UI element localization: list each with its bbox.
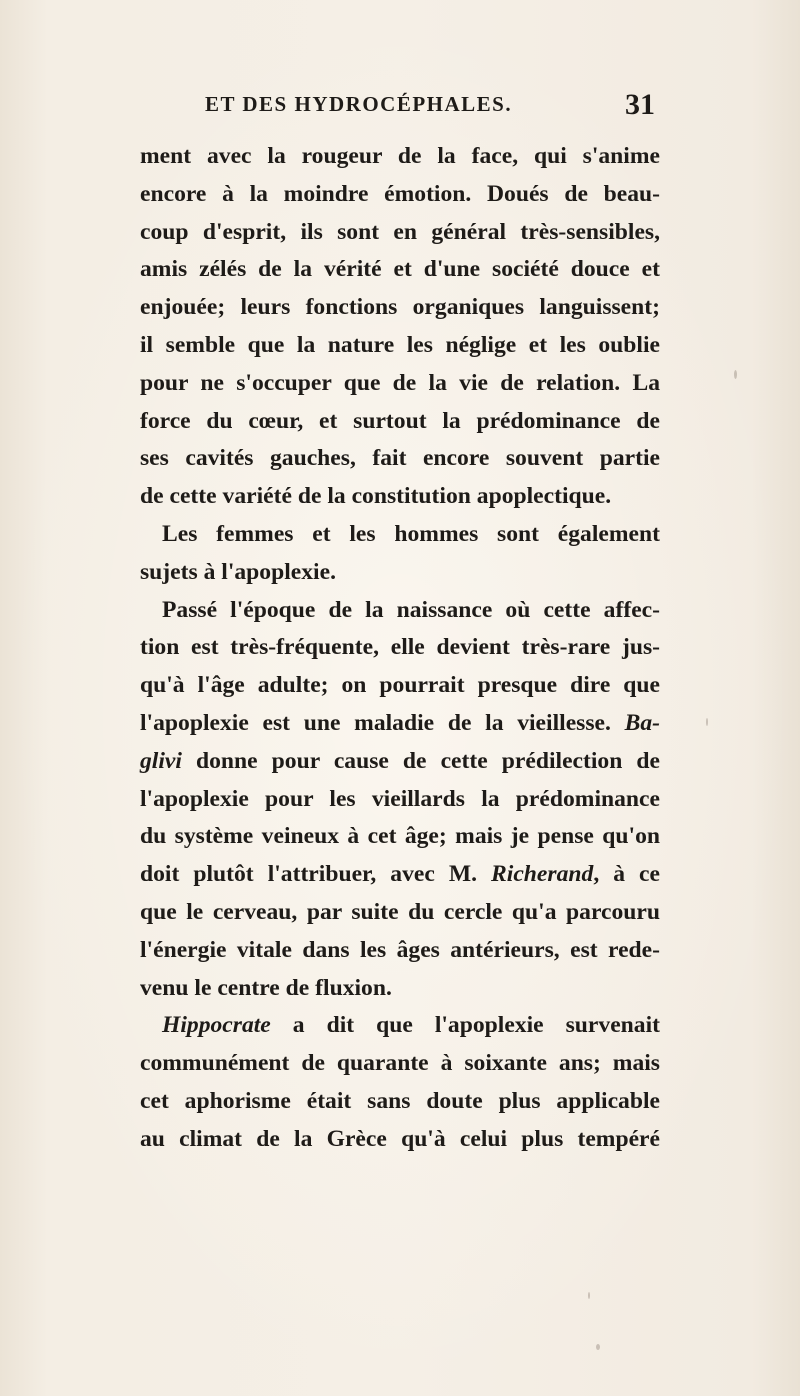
text-line: venu le centre de fluxion. — [140, 974, 392, 1001]
text-line: doit plutôt l'attribuer, avec M. Richerand, à ce — [140, 861, 661, 888]
text-line: l'apoplexie pour les vieillards la prédominance — [140, 785, 660, 812]
text-line: communément de quarante à soixante ans; mais — [140, 1050, 660, 1077]
text-line: au climat de la Grèce qu'à celui plus tempéré — [140, 1125, 660, 1152]
page-header — [205, 88, 655, 122]
text-line: il semble que la nature les néglige et les oublie — [140, 331, 660, 358]
text-line: Hippocrate a dit que l'apoplexie survenait — [162, 1012, 660, 1039]
text-line: glivi donne pour cause de cette prédilection de — [140, 747, 660, 774]
text-line: Passé l'époque de la naissance où cette affec- — [162, 596, 660, 623]
text-line: de cette variété de la constitution apoplectique. — [140, 483, 612, 510]
text-line: du système veineux à cet âge; mais je pense qu'on — [140, 823, 660, 850]
text-line: coup d'esprit, ils sont en général très-sensibles, — [140, 218, 660, 245]
text-line: l'apoplexie est une maladie de la vieillesse. Ba- — [140, 709, 660, 736]
page-number: 31 — [625, 88, 655, 121]
text-line: Les femmes et les hommes sont également — [162, 520, 660, 547]
running-head: ET DES HYDROCÉPHALES. — [205, 92, 513, 116]
body-text — [140, 138, 660, 1159]
text-line: ses cavités gauches, fait encore souvent partie — [140, 445, 660, 472]
text-line: pour ne s'occuper que de la vie de relation. La — [140, 369, 660, 396]
text-line: force du cœur, et surtout la prédominance de — [140, 407, 660, 434]
text-line: ment avec la rougeur de la face, qui s'anime — [140, 143, 660, 169]
text-line: tion est très-fréquente, elle devient très-rare jus- — [140, 634, 660, 661]
text-line: qu'à l'âge adulte; on pourrait presque dire que — [140, 672, 660, 699]
paper-speck — [596, 1344, 600, 1350]
text-line: encore à la moindre émotion. Doués de beau- — [140, 180, 660, 207]
text-line: que le cerveau, par suite du cercle qu'a parcouru — [140, 898, 660, 925]
text-line: amis zélés de la vérité et d'une société douce et — [140, 256, 660, 283]
paper-speck — [588, 1292, 590, 1299]
text-line: cet aphorisme était sans doute plus applicable — [140, 1087, 660, 1114]
text-line: l'énergie vitale dans les âges antérieurs, est rede- — [140, 936, 660, 963]
text-line: sujets à l'apoplexie. — [140, 558, 336, 585]
paper-speck — [734, 370, 737, 379]
paper-speck — [706, 718, 708, 726]
text-line: enjouée; leurs fonctions organiques languissent; — [140, 294, 660, 321]
